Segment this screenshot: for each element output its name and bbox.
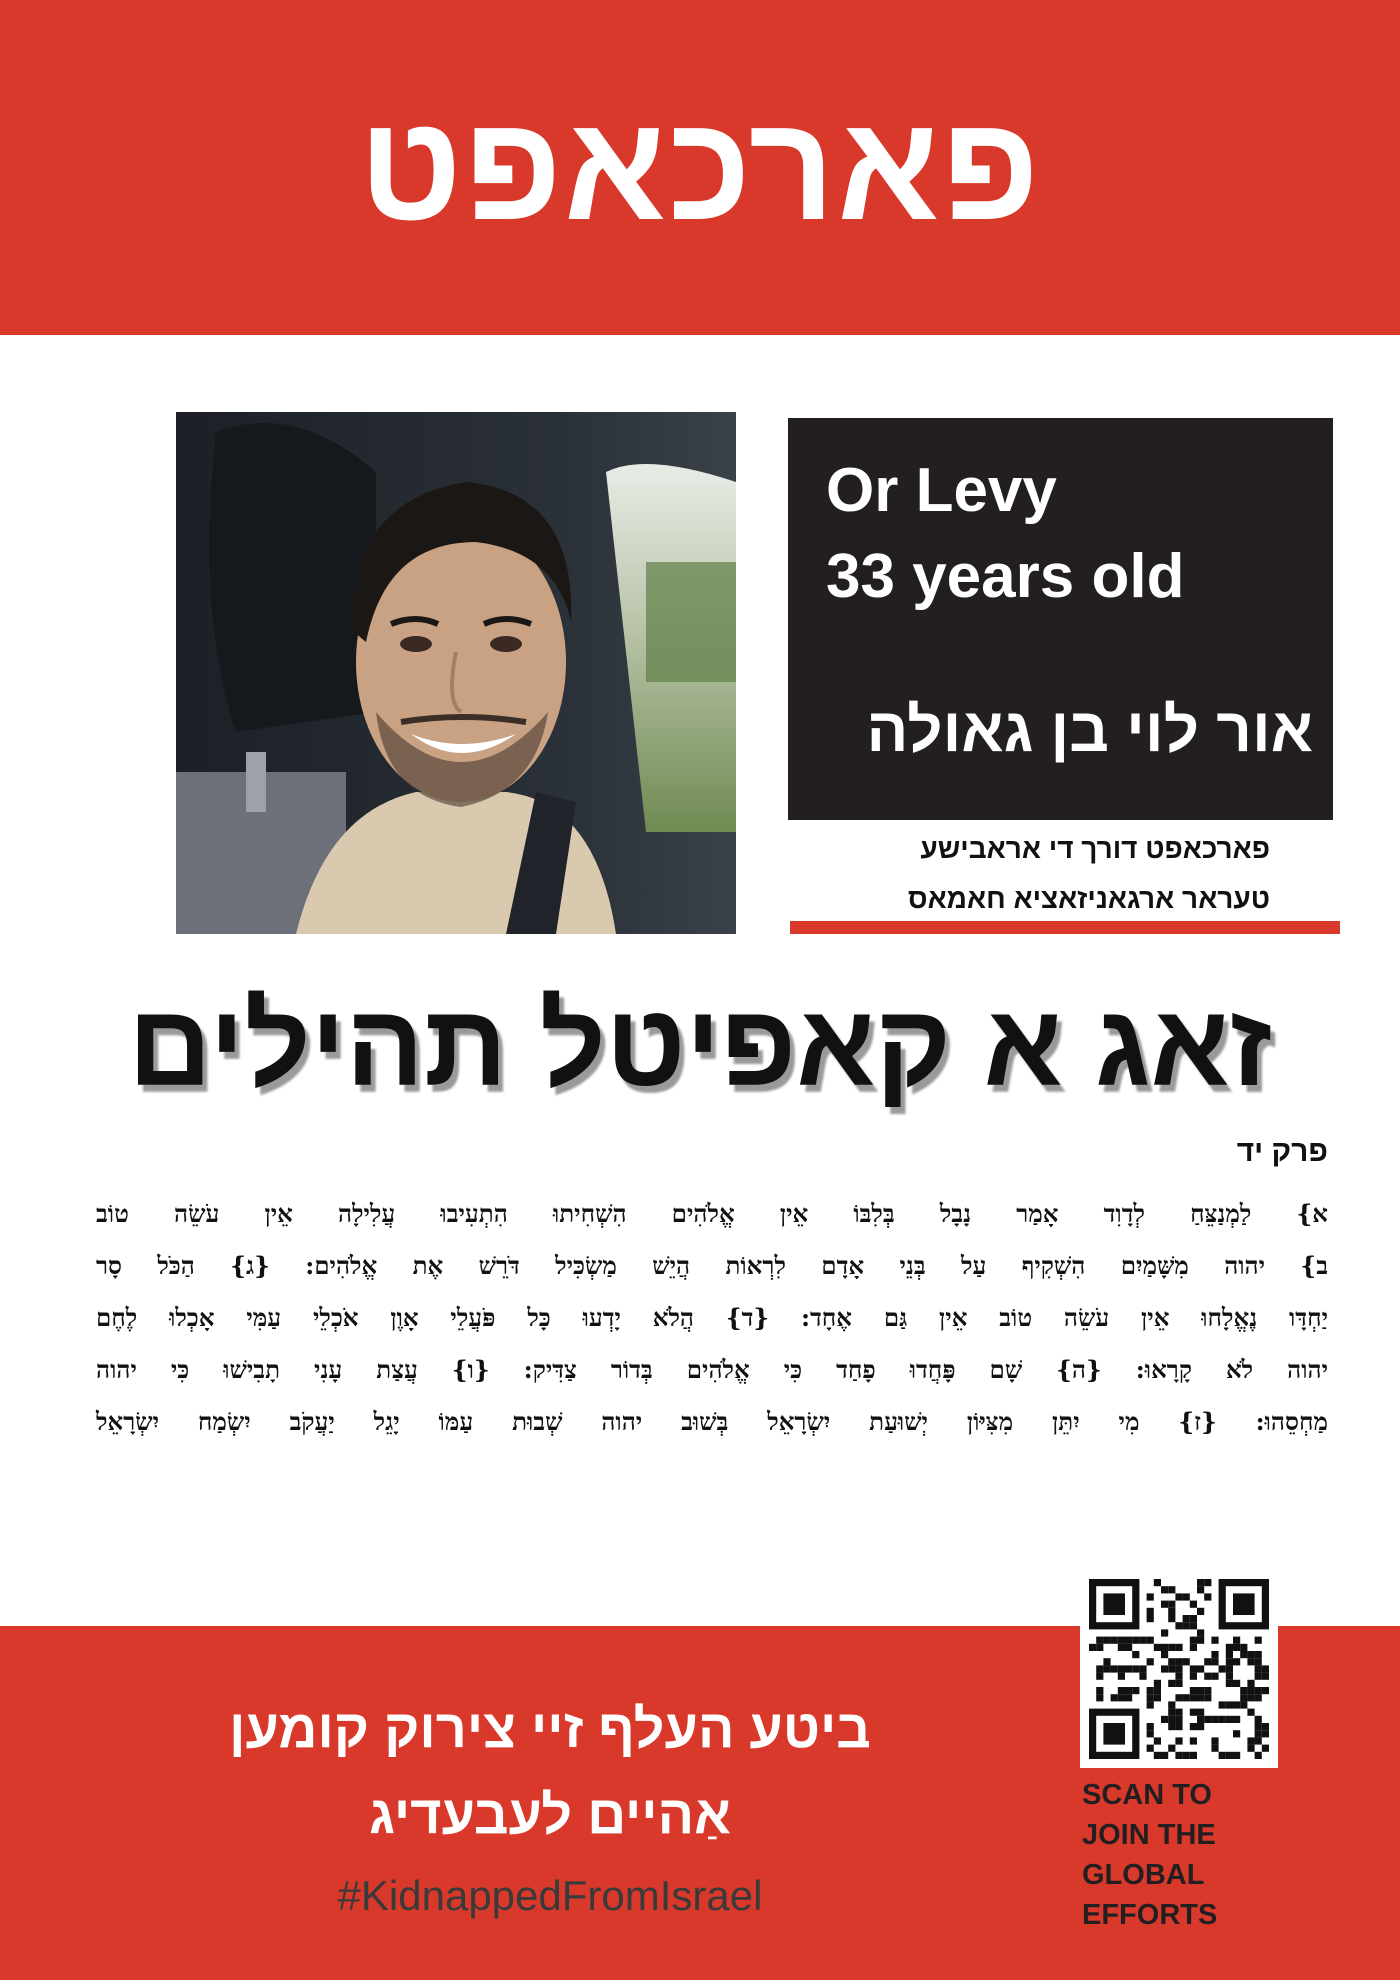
kidnap-note-line: פארכאפט דורך די אראבישע [920,833,1270,864]
psalm-text [96,1188,1328,1448]
call-to-action [100,1686,1000,1858]
psalm-line: יַחְדָּו נֶאֱלָחוּ אֵין עֹשֵׂה טוֹב אֵין גַּם אֶחָד: {ד} הֲלֹא יָדְעוּ כָּל פֹּעֲלֵי אָוֶן אֹכְלֵי עַמִּי אָכְלוּ לֶחֶם [96,1303,1328,1332]
psalm-line: מַחְסֵהוּ: {ז} מִי יִתֵּן מִצִּיּוֹן יְשׁוּעַת יִשְׂרָאֵל בְּשׁוּב יהוה שְׁבוּת עַמּוֹ יָגֵל יַעֲקֹב יִשְׂמַח יִשְׂרָאֵל [96,1407,1328,1436]
chapter-label: פרק יד [1236,1135,1328,1168]
person-name-hebrew: אור לוי בן גאולה [866,696,1313,765]
scan-line: GLOBAL [1082,1859,1205,1891]
headline: זאג א קאפיטל תהילים [128,980,1272,1110]
cta-line: אַהיים לעבעדיג [369,1785,731,1845]
qr-code[interactable] [1080,1570,1278,1768]
cta-line: ביטע העלף זיי צירוק קומען [229,1699,871,1759]
page-title: פארכאפט [358,83,1042,251]
divider-line [790,921,1340,934]
hashtag: #KidnappedFromIsrael [337,1872,763,1919]
scan-line: EFFORTS [1082,1899,1218,1931]
kidnap-note-line: טעראר ארגאניזאציא חאמאס [908,883,1270,914]
person-name: Or Levy [826,456,1057,525]
portrait-photo [176,412,736,934]
person-age: 33 years old [826,542,1185,611]
name-english [826,448,1316,620]
kidnap-note [790,824,1270,924]
scan-line: SCAN TO [1082,1779,1212,1811]
scan-line: JOIN THE [1082,1819,1216,1851]
psalm-line: יהוה לֹא קָרָאוּ: {ה} שָׁם פָּחֲדוּ פָחַד כִּי אֱלֹהִים בְּדוֹר צַדִּיק: {ו} עֲצַת עָנִי תָבִישׁוּ כִּי יהוה [96,1355,1328,1384]
scan-caption [1082,1775,1302,1935]
qr-code-icon [1089,1579,1269,1759]
psalm-line: א} לַמְנַצֵּחַ לְדָוִד אָמַר נָבָל בְּלִבּוֹ אֵין אֱלֹהִים הִשְׁחִיתוּ הִתְעִיבוּ עֲלִילָה אֵין עֹשֵׂה טוֹב [96,1199,1328,1228]
name-card [788,418,1333,820]
psalm-line: ב} יהוה מִשָּׁמַיִם הִשְׁקִיף עַל בְּנֵי אָדָם לִרְאוֹת הֲיֵשׁ מַשְׂכִּיל דֹּרֵשׁ אֶת אֱלֹהִים: {ג} הַכֹּל סָר [96,1251,1328,1280]
